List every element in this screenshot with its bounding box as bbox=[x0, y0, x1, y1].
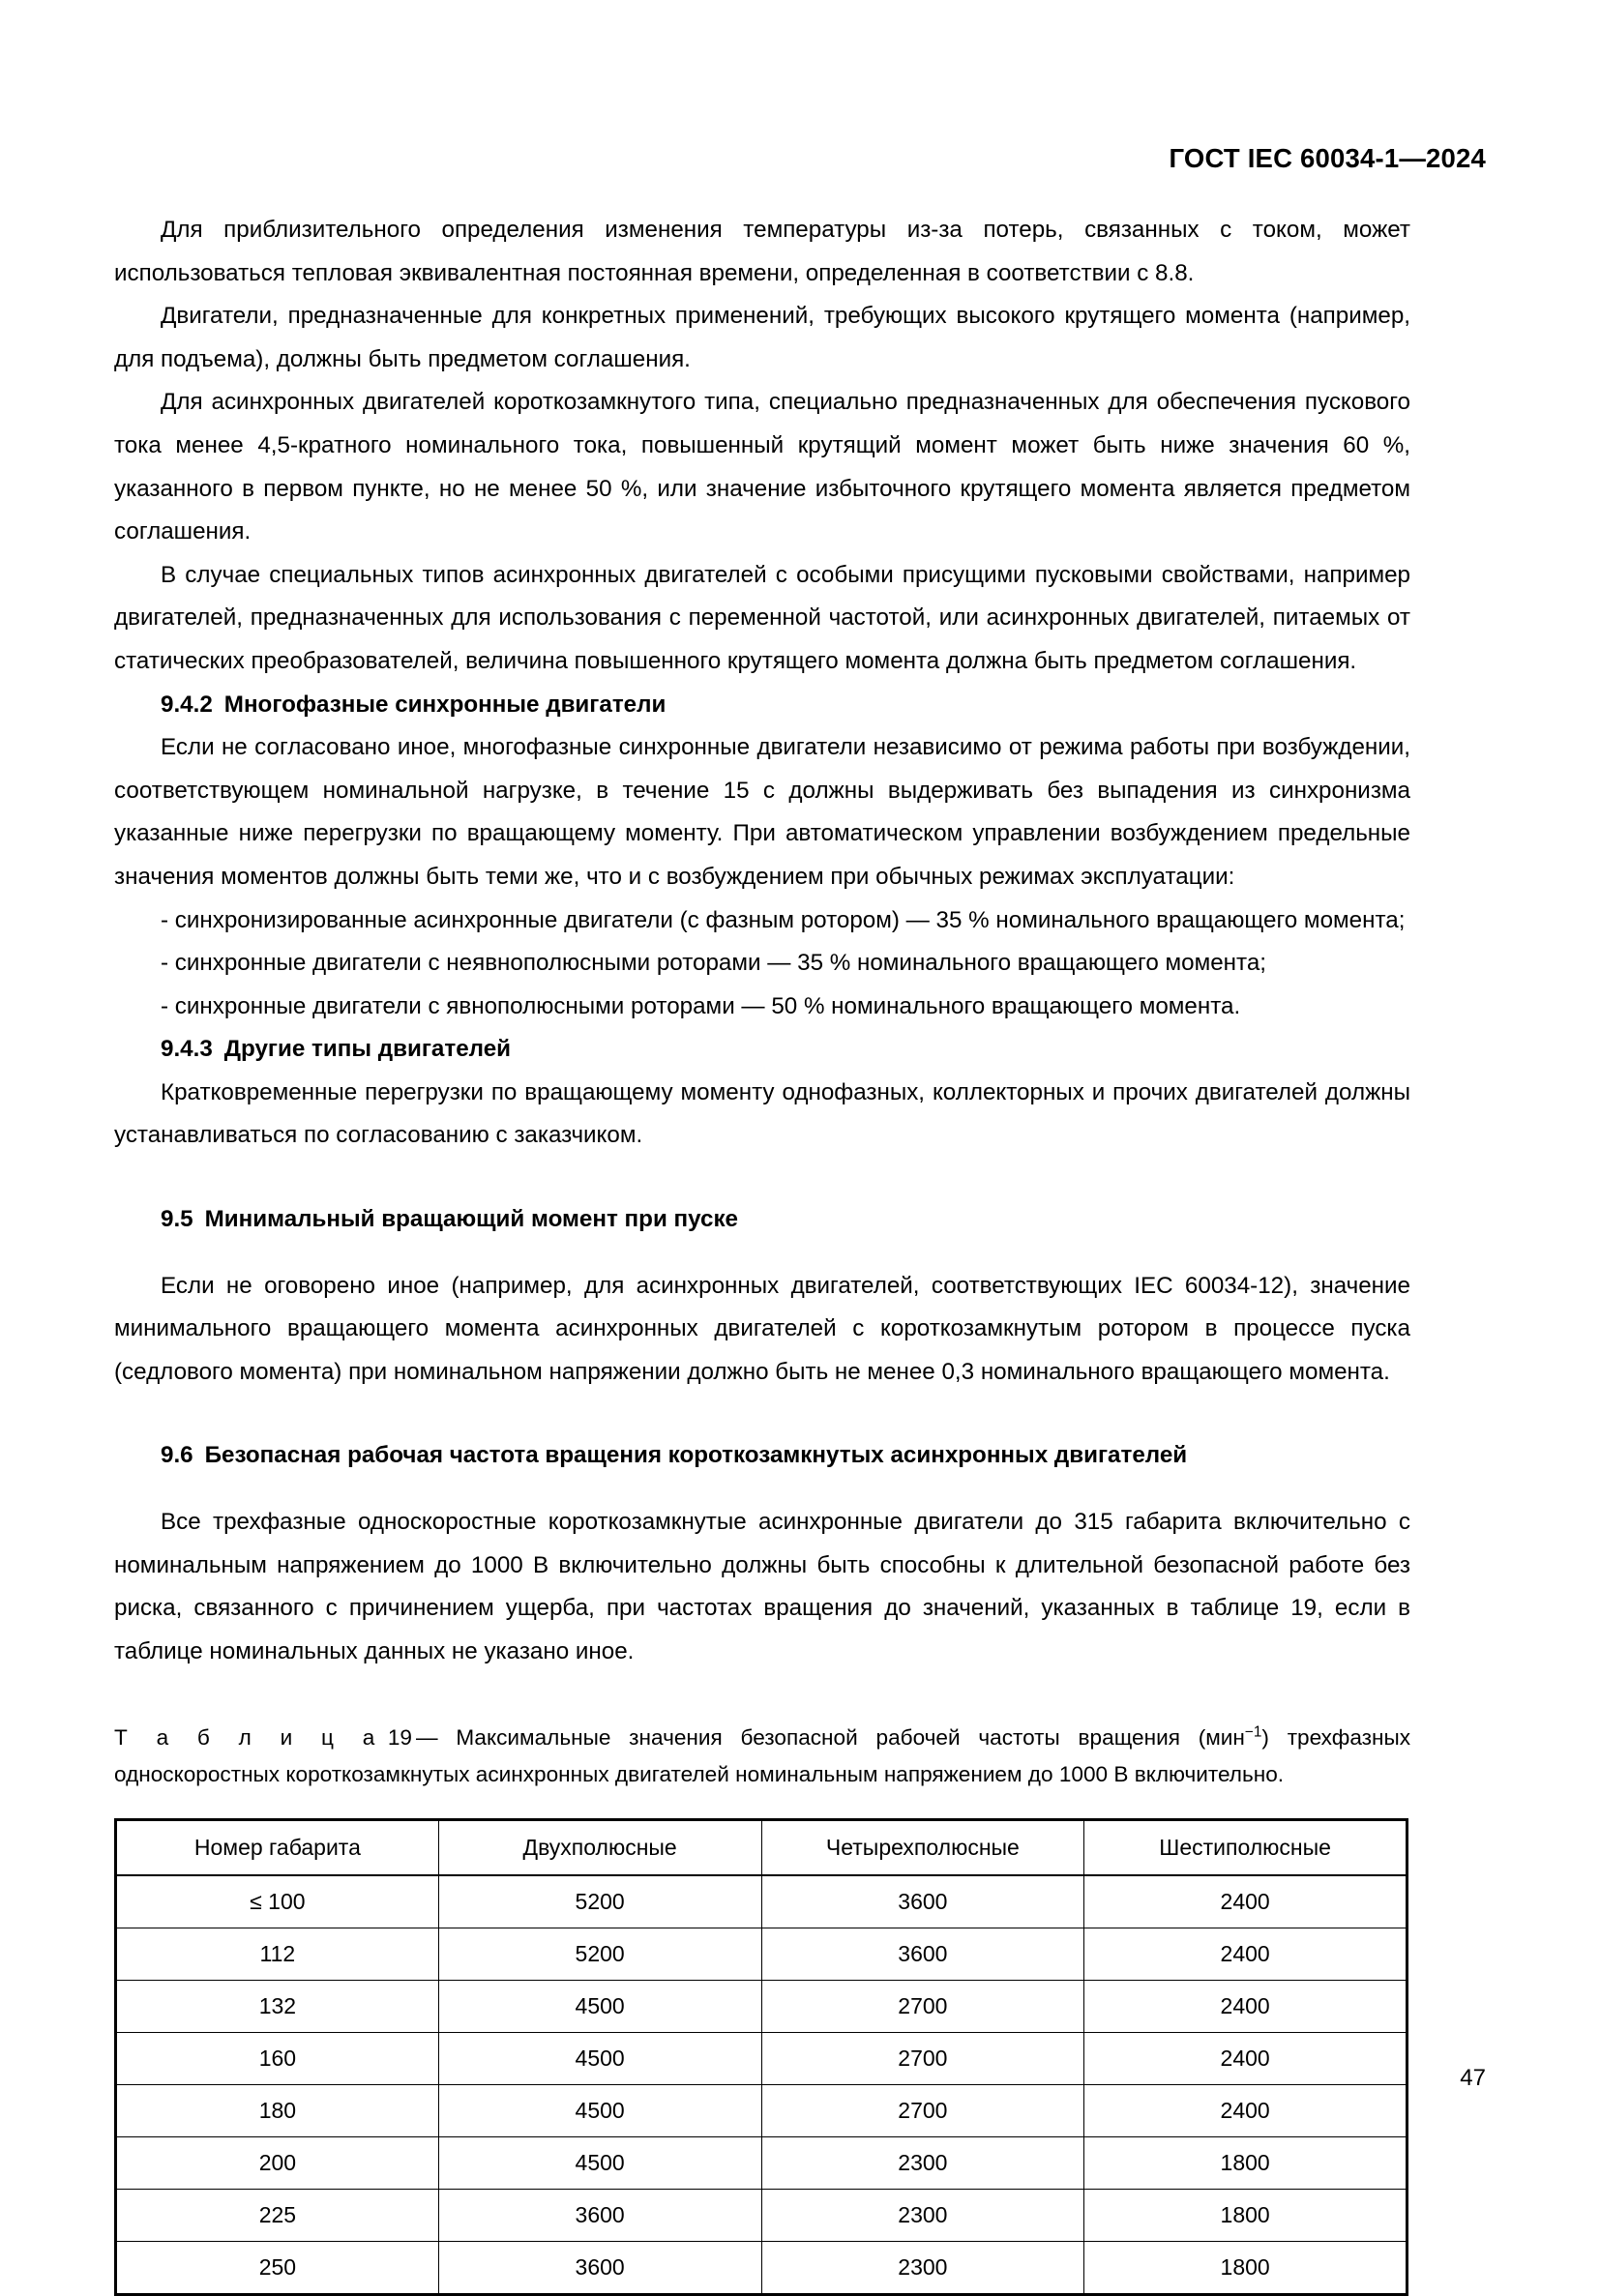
cell-two-pole: 4500 bbox=[438, 2137, 761, 2190]
table-row bbox=[116, 2190, 1407, 2242]
table-caption-text-part1: Максимальные значения безопасной рабочей частоты вращения (мин bbox=[456, 1725, 1245, 1751]
cell-six-pole: 1800 bbox=[1084, 2190, 1407, 2242]
paragraph-temperature-rise: Для приблизительного определения изменения температуры из-за потерь, связанных с током, может использоваться тепловая эквивалентная постоянная времени, определенная в соответствии с 8.8. bbox=[114, 217, 1410, 286]
cell-four-pole: 2300 bbox=[761, 2190, 1084, 2242]
list-item-synchronized-induction: - синхронизированные асинхронные двигатели (с фазным ротором) — 35 % номинального вращающего момента; bbox=[161, 906, 1406, 933]
cell-frame-number: 160 bbox=[116, 2033, 439, 2085]
cell-frame-number: 250 bbox=[116, 2242, 439, 2295]
cell-six-pole: 2400 bbox=[1084, 1928, 1407, 1981]
column-header-six-pole: Шестиполюсные bbox=[1084, 1820, 1407, 1876]
heading-9-5-title: Минимальный вращающий момент при пуске bbox=[204, 1206, 739, 1233]
table-row bbox=[116, 2137, 1407, 2190]
table-row bbox=[116, 2085, 1407, 2137]
cell-six-pole: 2400 bbox=[1084, 1981, 1407, 2033]
paragraph-special-induction-types: В случае специальных типов асинхронных двигателей с особыми присущими пусковыми свойствами, например двигателей, предназначенных для использования с переменной частотой, или асинхронных двигателей, питаемых от статических преобразователей, величина повышенного крутящего момента должна быть предметом соглашения. bbox=[114, 561, 1410, 674]
table-row bbox=[116, 2242, 1407, 2295]
column-header-two-pole: Двухполюсные bbox=[438, 1820, 761, 1876]
paragraph-9-6-body: Все трехфазные односкоростные короткозамкнутые асинхронные двигатели до 315 габарита включительно с номинальным напряжением до 1000 В включительно должны быть способны к длительной безопасной работе без риска, связанного с причинением ущерба, при частотах вращения до значений, указанных в таблице 19, если в таблице номинальных данных не указано иное. bbox=[114, 1509, 1410, 1664]
heading-9-6 bbox=[114, 1434, 1410, 1478]
heading-9-4-3 bbox=[114, 1028, 1410, 1072]
cell-two-pole: 5200 bbox=[438, 1928, 761, 1981]
table-header-row bbox=[116, 1820, 1407, 1876]
heading-9-6-title: Безопасная рабочая частота вращения короткозамкнутых асинхронных двигателей bbox=[204, 1442, 1188, 1469]
heading-9-4-2 bbox=[114, 684, 1410, 727]
cell-six-pole: 2400 bbox=[1084, 2085, 1407, 2137]
cell-two-pole: 4500 bbox=[438, 2033, 761, 2085]
paragraph-9-5-body: Если не оговорено иное (например, для асинхронных двигателей, соответствующих IEC 60034-12), значение минимального вращающего момента асинхронных двигателей с короткозамкнутым ротором в процессе пуска (седлового момента) при номинальном напряжении должно быть не менее 0,3 номинального вращающего момента. bbox=[114, 1272, 1410, 1385]
table-caption-superscript: −1 bbox=[1244, 1723, 1262, 1741]
paragraph-cage-induction-motors: Для асинхронных двигателей короткозамкнутого типа, специально предназначенных для обеспечения пускового тока менее 4,5-кратного номинального тока, повышенный крутящий момент может быть ниже значения 60 %, указанного в первом пункте, но не менее 50 %, или значение избыточного крутящего момента является предметом соглашения. bbox=[114, 389, 1410, 545]
heading-9-5 bbox=[114, 1198, 1410, 1242]
table-row bbox=[116, 2033, 1407, 2085]
cell-frame-number: 112 bbox=[116, 1928, 439, 1981]
table-caption-label: Т а б л и ц а bbox=[114, 1725, 380, 1751]
table-caption-number: 19 bbox=[387, 1725, 412, 1751]
cell-two-pole: 5200 bbox=[438, 1875, 761, 1928]
cell-six-pole: 1800 bbox=[1084, 2242, 1407, 2295]
column-header-frame-number: Номер габарита bbox=[116, 1820, 439, 1876]
table-header bbox=[116, 1820, 1407, 1876]
cell-two-pole: 4500 bbox=[438, 2085, 761, 2137]
paragraph-9-4-3-body: Кратковременные перегрузки по вращающему моменту однофазных, коллекторных и прочих двигателей должны устанавливаться по согласованию с заказчиком. bbox=[114, 1078, 1410, 1149]
table-row bbox=[116, 1928, 1407, 1981]
heading-9-4-2-number: 9.4.2 bbox=[161, 691, 213, 718]
cell-frame-number: ≤ 100 bbox=[116, 1875, 439, 1928]
cell-six-pole: 2400 bbox=[1084, 1875, 1407, 1928]
paragraph-9-4-2-intro: Если не согласовано иное, многофазные синхронные двигатели независимо от режима работы при возбуждении, соответствующем номинальной нагрузке, в течение 15 с должны выдерживать без выпадения из синхронизма указанные ниже перегрузки по вращающему моменту. При автоматическом управлении возбуждением предельные значения моментов должны быть теми же, что и с возбуждением при обычных режимах эксплуатации: bbox=[114, 734, 1410, 890]
cell-four-pole: 2700 bbox=[761, 1981, 1084, 2033]
table-caption-text-part2: ) трехфазных односкоростных короткозамкнутых асинхронных двигателей номинальным напряжением до 1000 В включительно. bbox=[114, 1725, 1410, 1787]
page-header-standard-number: ГОСТ IEC 60034-1—2024 bbox=[1169, 143, 1486, 173]
list-item-cylindrical-rotor: - синхронные двигатели с неявнополюсными роторами — 35 % номинального вращающего момента; bbox=[161, 950, 1267, 977]
cell-four-pole: 2300 bbox=[761, 2242, 1084, 2295]
cell-frame-number: 225 bbox=[116, 2190, 439, 2242]
column-header-four-pole: Четырехполюсные bbox=[761, 1820, 1084, 1876]
table-19-safe-speeds bbox=[114, 1818, 1408, 2296]
page-number: 47 bbox=[1460, 2065, 1486, 2091]
table-19-caption bbox=[114, 1720, 1410, 1793]
table-caption-dash: — bbox=[415, 1725, 438, 1751]
cell-two-pole: 4500 bbox=[438, 1981, 761, 2033]
table-row bbox=[116, 1981, 1407, 2033]
cell-four-pole: 2300 bbox=[761, 2137, 1084, 2190]
cell-two-pole: 3600 bbox=[438, 2190, 761, 2242]
heading-9-5-number: 9.5 bbox=[161, 1206, 193, 1233]
cell-four-pole: 2700 bbox=[761, 2033, 1084, 2085]
table-row bbox=[116, 1875, 1407, 1928]
cell-frame-number: 132 bbox=[116, 1981, 439, 2033]
list-item-salient-pole-rotor: - синхронные двигатели с явнополюсными роторами — 50 % номинального вращающего момента. bbox=[161, 992, 1241, 1019]
cell-two-pole: 3600 bbox=[438, 2242, 761, 2295]
cell-six-pole: 2400 bbox=[1084, 2033, 1407, 2085]
heading-9-6-number: 9.6 bbox=[161, 1442, 193, 1469]
heading-9-4-3-number: 9.4.3 bbox=[161, 1036, 213, 1063]
heading-9-4-2-title: Многофазные синхронные двигатели bbox=[223, 691, 667, 718]
table-body bbox=[116, 1875, 1407, 2295]
cell-frame-number: 200 bbox=[116, 2137, 439, 2190]
heading-9-4-3-title: Другие типы двигателей bbox=[223, 1036, 512, 1063]
cell-four-pole: 2700 bbox=[761, 2085, 1084, 2137]
cell-frame-number: 180 bbox=[116, 2085, 439, 2137]
page-content bbox=[114, 209, 1410, 2296]
cell-six-pole: 1800 bbox=[1084, 2137, 1407, 2190]
cell-four-pole: 3600 bbox=[761, 1875, 1084, 1928]
cell-four-pole: 3600 bbox=[761, 1928, 1084, 1981]
paragraph-high-torque-applications: Двигатели, предназначенные для конкретных применений, требующих высокого крутящего момента (например, для подъема), должны быть предметом соглашения. bbox=[114, 303, 1410, 372]
